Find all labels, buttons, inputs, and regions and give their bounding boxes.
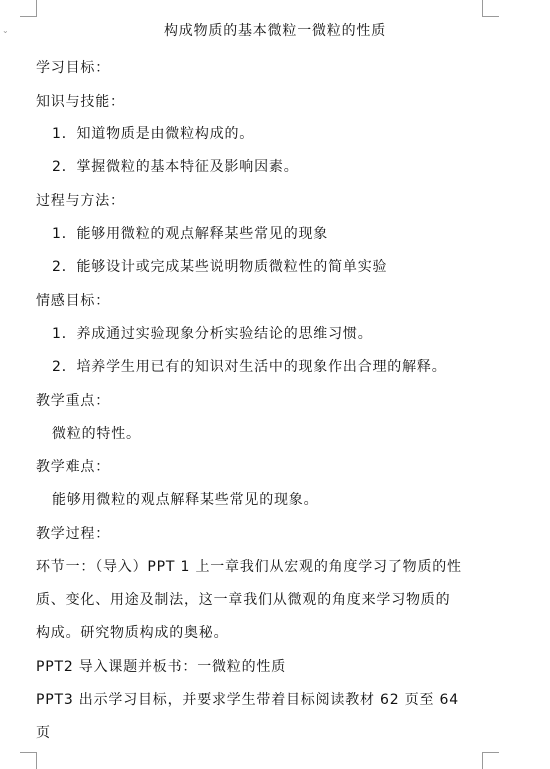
heading-emotion-goals: 情感目标： xyxy=(36,293,110,309)
crop-mark-bottom-left xyxy=(20,752,37,769)
list-item: 2．能够设计或完成某些说明物质微粒性的简单实验 xyxy=(52,259,388,275)
paragraph-line: 环节一：（导入）PPT 1 上一章我们从宏观的角度学习了物质的性 xyxy=(36,559,462,575)
heading-learning-goals: 学习目标： xyxy=(36,60,110,76)
list-item: 1．养成通过实验现象分析实验结论的思维习惯。 xyxy=(52,326,373,342)
paragraph-line: PPT3 出示学习目标，并要求学生带着目标阅读教材 62 页至 64 xyxy=(36,692,459,708)
document-title: 构成物质的基本微粒一微粒的性质 xyxy=(164,23,386,39)
list-item: 2．掌握微粒的基本特征及影响因素。 xyxy=(52,159,299,175)
paragraph-line: 构成。研究物质构成的奥秘。 xyxy=(36,625,229,641)
crop-mark-bottom-right xyxy=(482,752,499,769)
list-item: 1．能够用微粒的观点解释某些常见的现象 xyxy=(52,226,329,242)
paragraph: 微粒的特性。 xyxy=(52,426,141,442)
paragraph: 能够用微粒的观点解释某些常见的现象。 xyxy=(52,492,319,508)
anchor-mark-icon: ⌄ xyxy=(2,26,9,35)
paragraph-line: 页 xyxy=(36,725,51,741)
crop-mark-top-right xyxy=(482,0,499,17)
crop-mark-top-left xyxy=(20,0,37,17)
list-item: 1．知道物质是由微粒构成的。 xyxy=(52,126,255,142)
heading-knowledge-skills: 知识与技能： xyxy=(36,94,125,110)
heading-teaching-focus: 教学重点： xyxy=(36,393,110,409)
list-item: 2．培养学生用已有的知识对生活中的现象作出合理的解释。 xyxy=(52,359,447,375)
paragraph-line: PPT2 导入课题并板书：一微粒的性质 xyxy=(36,659,286,675)
paragraph-line: 质、变化、用途及制法，这一章我们从微观的角度来学习物质的 xyxy=(36,592,451,608)
heading-teaching-process: 教学过程： xyxy=(36,526,110,542)
heading-process-method: 过程与方法： xyxy=(36,193,125,209)
heading-teaching-difficulty: 教学难点： xyxy=(36,459,110,475)
